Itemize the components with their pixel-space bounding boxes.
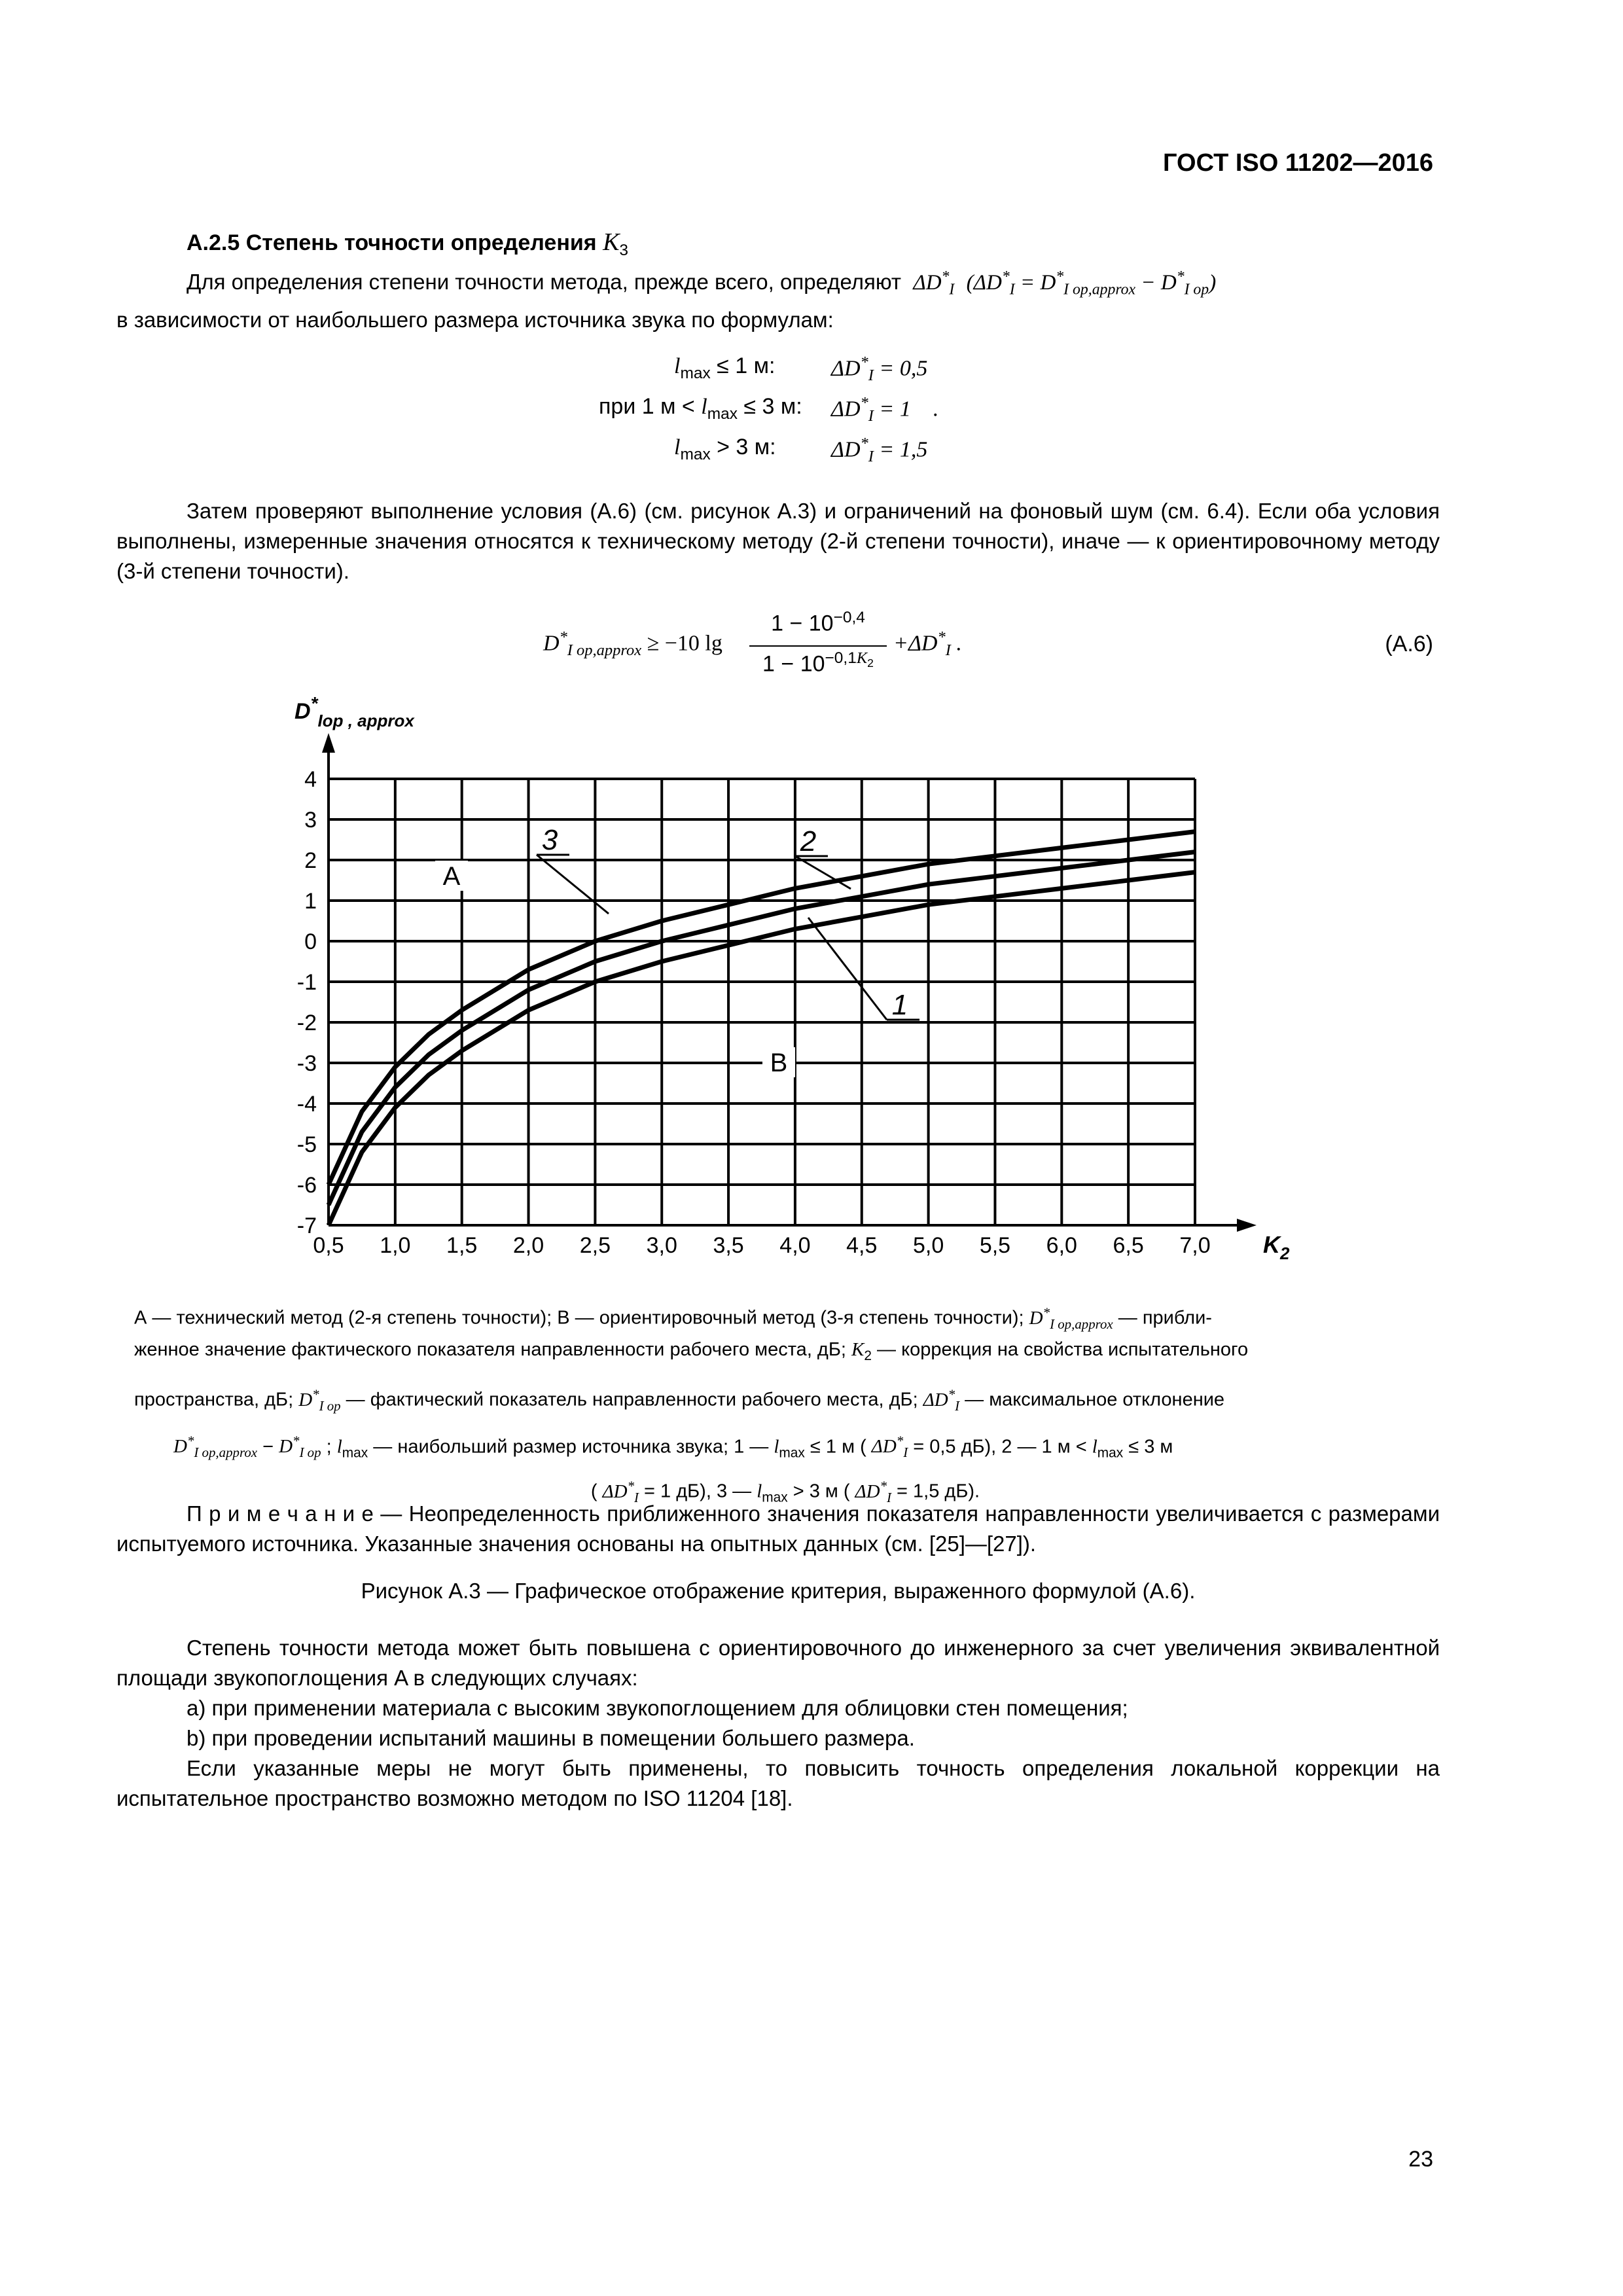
x-tick-label: 1,0: [380, 1233, 411, 1258]
y-tick-label: -7: [296, 1213, 317, 1238]
x-tick-label: 3,5: [713, 1233, 744, 1258]
section-number: А.2.5: [187, 230, 240, 255]
y-tick-label: -4: [296, 1092, 317, 1117]
section-heading: [187, 228, 628, 260]
chart: [275, 687, 1296, 1276]
condition-1: $l_{max} \le 1$ м:: [674, 353, 776, 382]
y-tick-label: 4: [304, 767, 317, 792]
intro-text-2: в зависимости от наибольшего размера источника звука по формулам:: [116, 307, 834, 332]
y-tick-label: -2: [296, 1011, 317, 1035]
y-tick-label: -5: [296, 1132, 317, 1157]
body-item-b: b) при проведении испытаний машины в помещении большего размера.: [187, 1726, 915, 1750]
formula-denominator: $1 - 10^{-0,1K_2}$: [762, 649, 874, 677]
legend-line-1: А — технический метод (2-я степень точности); В — ориентировочный метод (3-я степень точности); $D^*_{I op,approx}$ — прибли-: [134, 1304, 1212, 1332]
x-tick-label: 3,0: [646, 1233, 677, 1258]
intro-text-1: Для определения степени точности метода, прежде всего, определяют: [187, 270, 901, 294]
figure-legend: [134, 1299, 1443, 1511]
x-tick-label: 2,5: [579, 1233, 611, 1258]
condition-2-value: $\Delta D^*_I = 1$ .: [831, 394, 939, 425]
series-line-2: [329, 852, 1195, 1205]
x-tick-label: 2,0: [512, 1233, 544, 1258]
y-tick-label: -1: [296, 970, 317, 995]
formula-lhs: $D^*_{I op,approx} \ge -10$ lg: [543, 628, 722, 660]
intro-paragraph: [116, 262, 1440, 335]
legend-line-3: пространства, дБ; $D^*_{I op}$ — фактический показатель направленности рабочего места, дБ; $\Delta D^*_I$ — максимальное отклонение: [134, 1386, 1225, 1414]
section-title: Степень точности определения: [245, 230, 597, 255]
series-line-1: [329, 872, 1195, 1225]
legend-line-4: $D^*_{I op,approx} - D^*_{I op}$ ; $l_{max}$ — наибольший размер источника звука; 1 — $l_{max} \le 1$ м ( $\Delta D^*_I = 0,5$ дБ), 2 — 1 $м < l_{max} \le 3$ м: [173, 1433, 1173, 1461]
x-tick-label: 7,0: [1179, 1233, 1211, 1258]
note-text: — Неопределенность приближенного значения показателя направленности увеличивается с размерами испытуемого источника. Указанные значения основаны на опытных данных (см. [25]—[27]).: [116, 1501, 1440, 1556]
y-tick-label: -3: [296, 1051, 317, 1076]
x-tick-label: 6,0: [1046, 1233, 1077, 1258]
standard-header: ГОСТ ISO 11202—2016: [1163, 149, 1433, 177]
x-tick-label: 6,5: [1113, 1233, 1144, 1258]
note-paragraph: [116, 1499, 1440, 1559]
y-tick-label: 2: [304, 848, 317, 873]
curve-label-2: 2: [800, 825, 817, 857]
body-paragraph-2: Если указанные меры не могут быть применены, то повысить точность определения локальной коррекции на испытательное пространство возможно методом по ISO 11204 [18].: [116, 1756, 1440, 1810]
x-tick-label: 4,0: [779, 1233, 811, 1258]
legend-line-5: ( $\Delta D^*_I = 1$ дБ), 3 — $l_{max} > 3$ м ( $\Delta D^*_I = 1,5$ дБ).: [590, 1478, 980, 1505]
x-tick-label: 5,0: [912, 1233, 944, 1258]
y-tick-label: 0: [304, 929, 317, 954]
formula-fraction-bar: [749, 645, 887, 647]
section-title-var: K: [603, 228, 620, 256]
condition-2: при 1 $м < l_{max} \le 3$ м:: [599, 394, 802, 423]
legend-line-2: женное значение фактического показателя направленности рабочего места, дБ; $K_2$ — коррекция на свойства испытательного: [134, 1339, 1249, 1364]
y-tick-label: -6: [296, 1173, 317, 1198]
section-title-sub: 3: [619, 241, 629, 259]
x-tick-label: 5,5: [979, 1233, 1011, 1258]
body-paragraph-1: Степень точности метода может быть повышена с ориентировочного до инженерного за счет увеличения эквивалентной площади звукопоглощения A в следующих случаях:: [116, 1636, 1440, 1690]
x-tick-label: 1,5: [446, 1233, 478, 1258]
x-tick-label: 0,5: [313, 1233, 344, 1258]
y-axis-label: $D^*_Iop$ , approx: [294, 693, 414, 730]
intro-def: $(\Delta D^*_I = D^*_{I op,approx} - D^*_{I op})$: [966, 268, 1217, 298]
formula-rhs: $+\Delta D^*_I$ .: [893, 628, 962, 660]
x-axis-arrow: [1237, 1219, 1257, 1232]
curve-label-leader: [808, 918, 887, 1020]
y-axis-arrow: [322, 733, 335, 753]
condition-3-value: $\Delta D^*_I = 1,5$: [831, 435, 928, 466]
check-paragraph: Затем проверяют выполнение условия (А.6) (см. рисунок А.3) и ограничений на фоновый шум (см. 6.4). Если оба условия выполнены, измеренные значения относятся к техническому методу (2-й степени точности), иначе — к ориентировочному методу (3-й степени точности).: [116, 499, 1440, 583]
formula-number: (А.6): [1385, 632, 1433, 656]
region-label-a: А: [442, 862, 461, 891]
y-tick-label: 1: [304, 889, 317, 914]
curve-label-leader: [537, 855, 609, 914]
body-item-a: a) при применении материала с высоким звукопоглощением для облицовки стен помещения;: [187, 1696, 1128, 1720]
curve-label-3: 3: [541, 824, 558, 856]
curve-label-1: 1: [891, 989, 908, 1021]
body-text: [116, 1633, 1440, 1814]
condition-3: $l_{max} > 3$ м:: [674, 435, 776, 463]
region-label-b: В: [770, 1049, 788, 1077]
formula-numerator: $1 - 10^{-0,4}$: [771, 609, 865, 636]
x-axis-label: $K_2$: [1263, 1231, 1290, 1263]
x-tick-label: 4,5: [846, 1233, 878, 1258]
y-tick-label: 3: [304, 808, 317, 833]
formula-a6: [543, 609, 1001, 687]
note-label: П р и м е ч а н и е: [187, 1501, 374, 1526]
page-number: 23: [1408, 2147, 1433, 2172]
condition-1-value: $\Delta D^*_I = 0,5$: [831, 353, 928, 385]
figure-caption: Рисунок А.3 — Графическое отображение критерия, выраженного формулой (А.6).: [361, 1579, 1196, 1603]
intro-symbol: $\Delta D^*_I$: [913, 268, 955, 298]
